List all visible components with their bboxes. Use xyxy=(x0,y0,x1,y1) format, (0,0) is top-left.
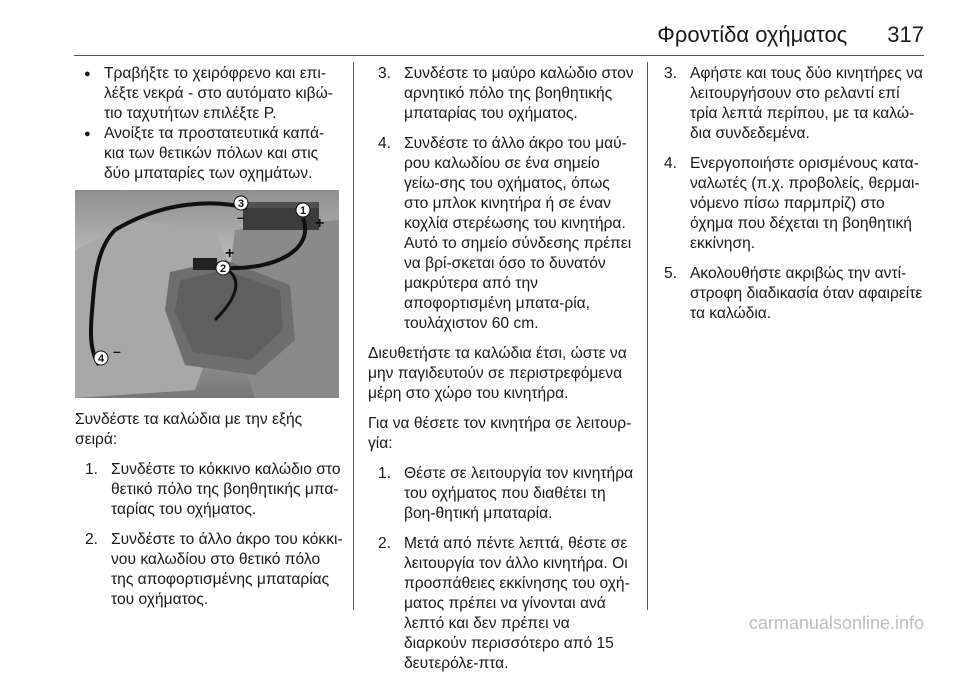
paragraph: Για να θέσετε τον κινητήρα σε λειτουρ-γία: xyxy=(368,415,632,452)
page-title: Φροντίδα οχήματος xyxy=(657,22,848,47)
jump-start-figure xyxy=(75,190,339,398)
paragraph: Διευθετήστε τα καλώδια έτσι, ώστε να μην παγιδευτούν σε περιστρεφόμενα μέρη στο χώρο του κινητήρα. xyxy=(368,345,627,402)
svg-text:2: 2 xyxy=(219,263,227,275)
list-item: 5. Ακολουθήστε ακριβώς την αντί-στροφη διαδικασία όταν αφαιρείτε τα καλώδια. xyxy=(664,265,923,322)
svg-text:–: – xyxy=(237,209,245,225)
column-divider-2 xyxy=(647,62,648,610)
column-divider-1 xyxy=(353,62,354,610)
bullet-item: ● Τραβήξτε το χειρόφρενο και επι-λέξτε νεκρά - στο αυτόματο κιβώ-τιο ταχυτήτων επιλέξτε P. xyxy=(75,64,343,124)
bullet-item: ● Ανοίξτε τα προστατευτικά καπά-κια των θετικών πόλων και στις δύο μπαταρίες των οχημάτων. xyxy=(75,124,343,184)
page-number: 317 xyxy=(887,22,924,47)
list-item: 4. Ενεργοποιήστε ορισμένους κατα-ναλωτές (π.χ. προβολείς, θερμαι-νόμενο πίσω παρμπρίζ) στο όχημα που δέχεται τη βοηθητική εκκίνηση. xyxy=(664,155,920,252)
list-item: 2. Συνδέστε το άλλο άκρο του κόκκι-νου καλωδίου στο θετικό πόλο της αποφορτισμένης μπαταρίας του οχήματος. xyxy=(85,531,343,608)
svg-text:+: + xyxy=(315,215,325,232)
watermark: carmanualsonline.info xyxy=(748,613,924,633)
svg-text:1: 1 xyxy=(299,205,307,217)
list-item: 1. Συνδέστε το κόκκινο καλώδιο στο θετικό πόλο της βοηθητικής μπα-ταρίας του οχήματος. xyxy=(85,461,341,518)
svg-text:3: 3 xyxy=(237,198,245,210)
page-header xyxy=(657,22,924,48)
column-1-lower xyxy=(75,410,343,620)
list-item: 2. Μετά από πέντε λεπτά, θέστε σε λειτουργία τον άλλο κινητήρα. Οι προσπάθειες εκκίνησης του οχή-ματος πρέπει να γίνονται ανά λεπτό και δεν πρέπει να διαρκούν περισσότερο από 15 δευτερόλε-πτα. xyxy=(378,535,630,672)
intro-text: Συνδέστε τα καλώδια με την εξής σειρά: xyxy=(75,411,303,448)
list-item: 1. Θέστε σε λειτουργία τον κινητήρα του οχήματος που διαθέτει τη βοη-θητική μπαταρία. xyxy=(378,465,634,522)
column-1 xyxy=(75,64,343,184)
list-item: 3. Συνδέστε το μαύρο καλώδιο στον αρνητικό πόλο της βοηθητικής μπαταρίας του οχήματος. xyxy=(378,65,634,122)
list-item: 4. Συνδέστε το άλλο άκρο του μαύ-ρου καλωδίου σε ένα σημείο γείω-σης του οχήματος, όπως στο μπλοκ κινητήρα ή σε έναν κοχλία στερέωσης του κινητήρα. Αυτό το σημείο σύνδεσης πρέπει να βρί-σκεται όσο το δυνατόν μακρύτερα από την αποφορτισμένη μπατα-ρία, τουλάχιστον 60 cm. xyxy=(378,135,632,332)
list-item: 3. Αφήστε και τους δύο κινητήρες να λειτουργήσουν στο ρελαντί επί τρία λεπτά περίπου, με τα καλώ-δια συνδεδεμένα. xyxy=(664,65,923,142)
column-2 xyxy=(368,64,634,684)
svg-text:4: 4 xyxy=(97,353,105,365)
svg-text:–: – xyxy=(113,343,121,359)
column-3 xyxy=(664,64,926,334)
svg-text:+: + xyxy=(225,245,235,262)
header-rule xyxy=(74,55,924,56)
